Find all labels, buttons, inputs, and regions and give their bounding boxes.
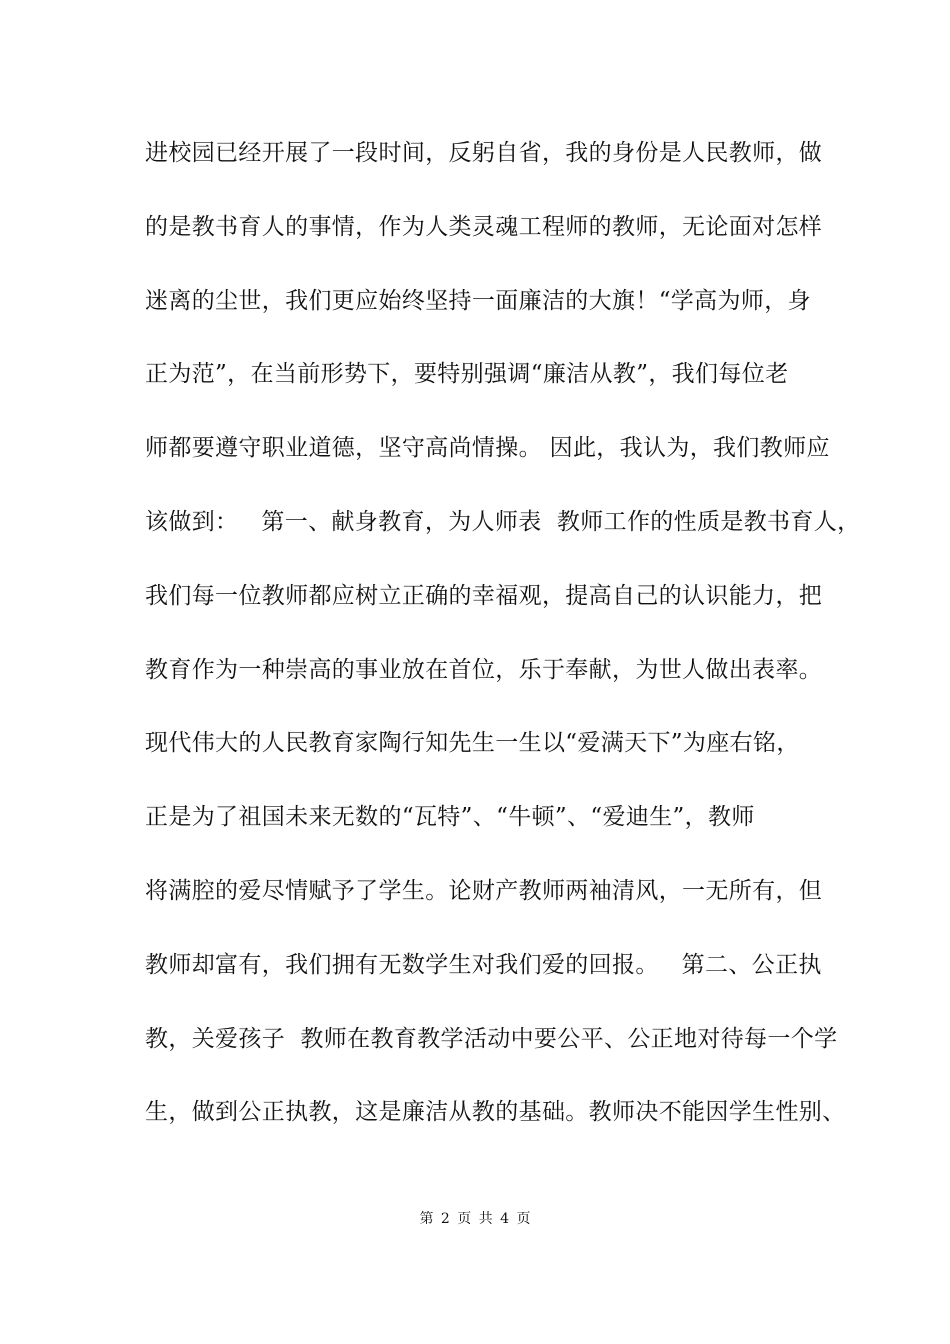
text-line: 正为范”，在当前形势下，要特别强调“廉洁从教”，我们每位老 <box>145 361 789 388</box>
text-line: 教育作为一种崇高的事业放在首位，乐于奉献，为世人做出表率。 <box>145 656 823 683</box>
body-text <box>145 132 861 1165</box>
text-line: 我们每一位教师都应树立正确的幸福观，提高自己的认识能力，把 <box>145 582 823 609</box>
text-line: 教师却富有，我们拥有无数学生对我们爱的回报。 第二、公正执 <box>145 951 822 978</box>
text-line: 现代伟大的人民教育家陶行知先生一生以“爱满天下”为座右铭， <box>145 730 800 757</box>
text-line: 师都要遵守职业道德，坚守高尚情操。 因此，我认为，我们教师应 <box>145 435 830 462</box>
text-line: 迷离的尘世，我们更应始终坚持一面廉洁的大旗！“学高为师，身 <box>145 287 811 314</box>
text-line: 进校园已经开展了一段时间，反躬自省，我的身份是人民教师，做 <box>145 140 823 166</box>
page-number-footer: 第 2 页 共 4 页 <box>419 1211 531 1227</box>
text-line: 将满腔的爱尽情赋予了学生。论财产教师两袖清风，一无所有，但 <box>145 877 823 904</box>
text-line: 该做到： 第一、献身教育，为人师表 教师工作的性质是教书育人， <box>145 508 861 535</box>
text-line: 教，关爱孩子 教师在教育教学活动中要公平、公正地对待每一个学 <box>145 1025 838 1052</box>
text-line: 生，做到公正执教，这是廉洁从教的基础。教师决不能因学生性别、 <box>145 1099 846 1126</box>
text-line: 正是为了祖国未来无数的“瓦特”、“牛顿”、“爱迪生”，教师 <box>145 804 755 831</box>
text-line: 的是教书育人的事情，作为人类灵魂工程师的教师，无论面对怎样 <box>145 213 823 240</box>
